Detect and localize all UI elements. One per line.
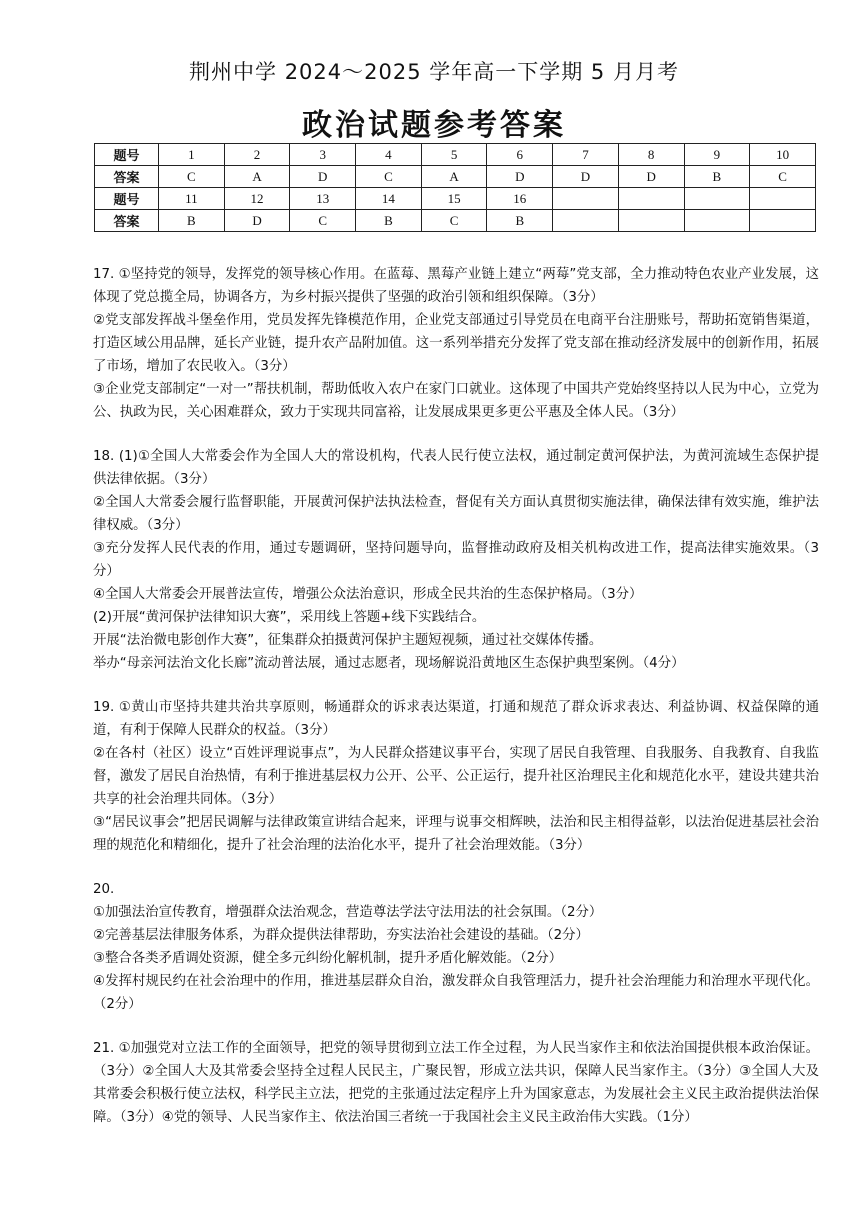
answer-paragraph: ③企业党支部制定“一对一”帮扶机制，帮助低收入农户在家门口就业。这体现了中国共产党始终坚持以人民为中心，立党为公、执政为民，关心困难群众，致力于实现共同富裕，让发展成果更多更公平惠及全体人民。（3分） bbox=[93, 382, 819, 420]
question-number: 11 bbox=[159, 188, 225, 210]
answer-paragraph: ②完善基层法律服务体系，为群众提供法律帮助，夯实法治社会建设的基础。（2分） bbox=[93, 928, 589, 943]
empty-cell bbox=[553, 188, 619, 210]
table-row-answers-2 bbox=[95, 210, 816, 232]
answer-paragraph: 17. ①坚持党的领导，发挥党的领导核心作用。在蓝莓、黑莓产业链上建立“两莓”党支部，全力推动特色农业产业发展，这体现了党总揽全局，协调各方，为乡村振兴提供了坚强的政治引领和组织保障。（3分） bbox=[93, 267, 819, 305]
question-number: 13 bbox=[290, 188, 356, 210]
answer-paragraph: ②在各村（社区）设立“百姓评理说事点”，为人民群众搭建议事平台，实现了居民自我管理、自我服务、自我教育、自我监督，激发了居民自治热情，有利于推进基层权力公开、公平、公正运行，提升社区治理民主化和规范化水平，建设共建共治共享的社会治理共同体。（3分） bbox=[93, 746, 819, 807]
question-number: 3 bbox=[290, 144, 356, 166]
row-label-answer: 答案 bbox=[95, 210, 159, 232]
answer-paragraph: ①加强法治宣传教育，增强群众法治观念，营造尊法学法守法用法的社会氛围。（2分） bbox=[93, 905, 603, 920]
answer-paragraph: ④全国人大常委会开展普法宣传，增强公众法治意识，形成全民共治的生态保护格局。（3分） bbox=[93, 587, 643, 602]
answer-cell: A bbox=[421, 166, 487, 188]
answer-paragraph: ②全国人大常委会履行监督职能，开展黄河保护法执法检查，督促有关方面认真贯彻实施法律，确保法律有效实施，维护法律权威。（3分） bbox=[93, 495, 819, 533]
answer-paragraph: 举办“母亲河法治文化长廊”流动普法展，通过志愿者，现场解说沿黄地区生态保护典型案例。（4分） bbox=[93, 656, 685, 671]
answer-cell: D bbox=[618, 166, 684, 188]
question-number: 14 bbox=[356, 188, 422, 210]
question-number: 1 bbox=[159, 144, 225, 166]
empty-cell bbox=[618, 188, 684, 210]
answer-paragraph: 开展“法治微电影创作大赛”，征集群众拍摄黄河保护主题短视频，通过社交媒体传播。 bbox=[93, 633, 603, 648]
answer-cell: B bbox=[684, 166, 750, 188]
answer-cell: C bbox=[421, 210, 487, 232]
question-number: 4 bbox=[356, 144, 422, 166]
answer-paragraph: ③充分发挥人民代表的作用，通过专题调研，坚持问题导向，监督推动政府及相关机构改进工作，提高法律实施效果。（3分） bbox=[93, 541, 819, 579]
answer-cell: B bbox=[487, 210, 553, 232]
answer-cell: D bbox=[224, 210, 290, 232]
answer-table bbox=[94, 143, 816, 232]
answer-body bbox=[93, 263, 819, 1129]
empty-cell bbox=[553, 210, 619, 232]
question-number: 5 bbox=[421, 144, 487, 166]
question-number: 12 bbox=[224, 188, 290, 210]
answer-paragraph: ③“居民议事会”把居民调解与法律政策宣讲结合起来，评理与说事交相辉映，法治和民主相得益彰，以法治促进基层社会治理的规范化和精细化，提升了社会治理的法治化水平，提升了社会治理效能。（3分） bbox=[93, 815, 819, 853]
answer-paragraph: 19. ①黄山市坚持共建共治共享原则，畅通群众的诉求表达渠道，打通和规范了群众诉求表达、利益协调、权益保障的通道，有利于保障人民群众的权益。（3分） bbox=[93, 700, 819, 738]
row-label-question: 题号 bbox=[95, 188, 159, 210]
answer-paragraph: ②党支部发挥战斗堡垒作用，党员发挥先锋模范作用，企业党支部通过引导党员在电商平台注册账号，帮助拓宽销售渠道，打造区域公用品牌，延长产业链，提升农产品附加值。这一系列举措充分发挥了党支部在推动经济发展中的创新作用，拓展了市场，增加了农民收入。（3分） bbox=[93, 313, 819, 374]
row-label-question: 题号 bbox=[95, 144, 159, 166]
answer-key-title: 政治试题参考答案 bbox=[302, 108, 566, 143]
answer-cell: C bbox=[356, 166, 422, 188]
empty-cell bbox=[618, 210, 684, 232]
answer-cell: D bbox=[553, 166, 619, 188]
exam-title: 荆州中学 2024～2025 学年高一下学期 5 月月考 bbox=[189, 60, 679, 84]
question-20-answer bbox=[93, 878, 819, 1016]
answer-cell: C bbox=[290, 210, 356, 232]
table-row-answers-1 bbox=[95, 166, 816, 188]
answer-cell: D bbox=[487, 166, 553, 188]
table-row-numbers-2 bbox=[95, 188, 816, 210]
question-19-answer bbox=[93, 696, 819, 857]
question-number: 9 bbox=[684, 144, 750, 166]
answer-cell: C bbox=[750, 166, 816, 188]
answer-paragraph: 18. (1)①全国人大常委会作为全国人大的常设机构，代表人民行使立法权，通过制定黄河保护法，为黄河流域生态保护提供法律依据。（3分） bbox=[93, 449, 819, 487]
question-number: 6 bbox=[487, 144, 553, 166]
empty-cell bbox=[684, 210, 750, 232]
answer-cell: C bbox=[159, 166, 225, 188]
answer-paragraph: 21. ①加强党对立法工作的全面领导，把党的领导贯彻到立法工作全过程，为人民当家作主和依法治国提供根本政治保证。（3分）②全国人大及其常委会坚持全过程人民民主，广聚民智，形成立法共识，保障人民当家作主。（3分）③全国人大及其常委会积极行使立法权，科学民主立法，把党的主张通过法定程序上升为国家意志，为发展社会主义民主政治提供法治保障。（3分）④党的领导、人民当家作主、依法治国三者统一于我国社会主义民主政治伟大实践。（1分） bbox=[93, 1041, 819, 1125]
answer-cell: A bbox=[224, 166, 290, 188]
question-number: 10 bbox=[750, 144, 816, 166]
question-number: 7 bbox=[553, 144, 619, 166]
answer-paragraph: ③整合各类矛盾调处资源，健全多元纠纷化解机制，提升矛盾化解效能。（2分） bbox=[93, 951, 563, 966]
answer-paragraph: 20. bbox=[93, 882, 115, 897]
question-number: 2 bbox=[224, 144, 290, 166]
answer-cell: B bbox=[356, 210, 422, 232]
answer-paragraph: (2)开展“黄河保护法律知识大赛”，采用线上答题+线下实践结合。 bbox=[93, 610, 486, 625]
question-21-answer bbox=[93, 1037, 819, 1129]
answer-cell: B bbox=[159, 210, 225, 232]
question-18-answer bbox=[93, 445, 819, 675]
row-label-answer: 答案 bbox=[95, 166, 159, 188]
question-number: 8 bbox=[618, 144, 684, 166]
question-17-answer bbox=[93, 263, 819, 424]
answer-cell: D bbox=[290, 166, 356, 188]
empty-cell bbox=[750, 210, 816, 232]
answer-paragraph: ④发挥村规民约在社会治理中的作用，推进基层群众自治，激发群众自我管理活力，提升社会治理能力和治理水平现代化。（2分） bbox=[93, 974, 819, 1012]
empty-cell bbox=[684, 188, 750, 210]
question-number: 15 bbox=[421, 188, 487, 210]
empty-cell bbox=[750, 188, 816, 210]
question-number: 16 bbox=[487, 188, 553, 210]
table-row-numbers-1 bbox=[95, 144, 816, 166]
